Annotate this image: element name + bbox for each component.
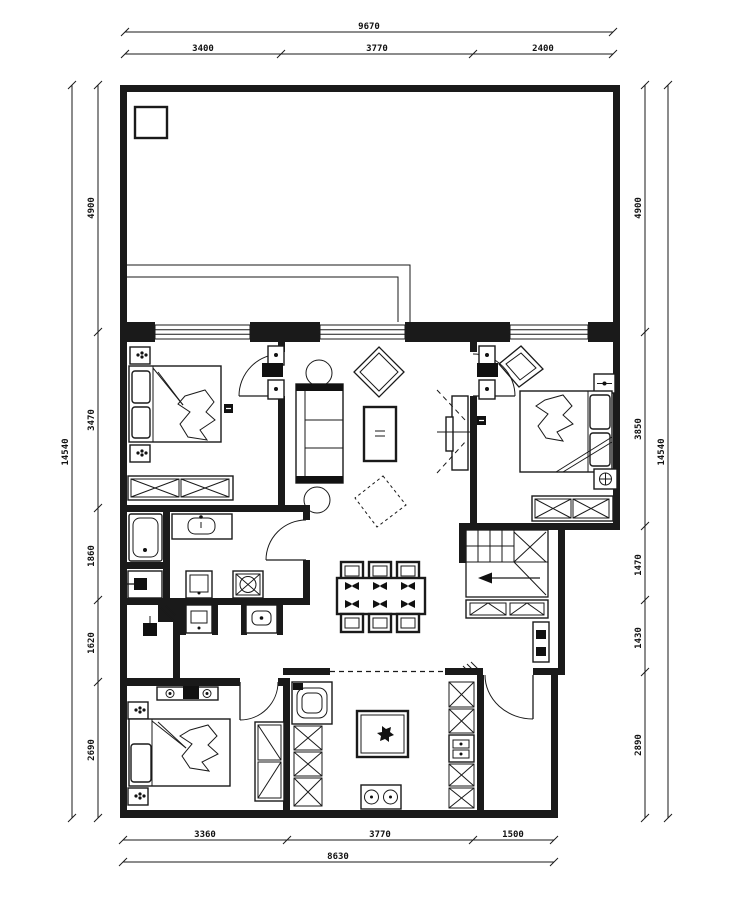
switch-icon	[224, 404, 233, 413]
dining-set	[337, 562, 425, 632]
stairs-direction-arrow	[478, 573, 540, 584]
svg-text:1620: 1620	[87, 632, 97, 654]
dining-table-icon	[337, 578, 425, 614]
dimension-right-total	[657, 81, 672, 822]
bathtub-icon	[129, 514, 162, 561]
svg-text:2690: 2690	[87, 739, 97, 761]
nightstand-icon	[594, 469, 617, 489]
nightstand-icon	[128, 788, 148, 805]
washing-machine-icon	[122, 571, 162, 598]
water-heater-icon	[533, 622, 549, 662]
svg-text:1470: 1470	[634, 554, 644, 576]
base-cabinet-icon	[449, 682, 474, 808]
dining-chair-icon	[397, 614, 419, 632]
wardrobe-icon	[532, 496, 613, 521]
svg-text:4900: 4900	[634, 197, 644, 219]
window-icon	[320, 325, 405, 339]
vanity-sink-icon	[172, 514, 232, 539]
door-swing-icon	[266, 520, 306, 560]
svg-text:1500: 1500	[502, 830, 524, 840]
living-room	[296, 347, 470, 527]
staircase	[466, 530, 549, 662]
svg-text:14540: 14540	[61, 438, 71, 466]
window-icon	[155, 325, 250, 339]
sofa-icon	[296, 384, 343, 483]
toilet-icon	[186, 605, 212, 633]
bedroom-top-right	[477, 346, 617, 521]
dining-chair-icon	[341, 614, 363, 632]
double-bed-icon	[520, 391, 612, 472]
round-side-table-icon	[304, 487, 330, 513]
dimension-bottom-segments	[119, 830, 558, 844]
kitchen-island-cooktop-icon	[357, 711, 408, 757]
planter-column-icon	[135, 107, 167, 138]
base-cabinet-icon	[294, 726, 322, 806]
bedroom-top-left	[128, 346, 284, 500]
hob-unit-icon	[449, 735, 474, 762]
dresser-icon	[477, 346, 498, 399]
dimension-top-total	[121, 22, 617, 36]
dimension-bottom-total	[119, 852, 558, 866]
round-side-table-icon	[306, 360, 332, 386]
dimension-top-segments	[121, 44, 617, 58]
diamond-rug-icon	[499, 346, 543, 387]
dresser-tv-icon	[157, 686, 218, 700]
kitchen-corner-sink-icon	[292, 682, 332, 724]
svg-text:3770: 3770	[366, 44, 388, 54]
terrace	[127, 107, 410, 322]
svg-text:14540: 14540	[657, 438, 667, 466]
shower-tray-icon	[233, 571, 263, 598]
svg-text:9670: 9670	[358, 22, 380, 32]
double-basin-sink-icon	[361, 785, 401, 809]
window-icon	[510, 325, 588, 339]
kitchen	[292, 672, 474, 810]
wardrobe-icon	[255, 722, 284, 801]
diamond-rug-icon	[354, 347, 404, 397]
svg-text:3770: 3770	[369, 830, 391, 840]
svg-text:3850: 3850	[634, 418, 644, 440]
svg-text:2890: 2890	[634, 734, 644, 756]
dimension-left-segments	[87, 81, 102, 822]
svg-text:2400: 2400	[532, 44, 554, 54]
double-bed-icon	[129, 719, 230, 786]
nightstand-icon	[130, 347, 150, 364]
bedroom-bottom-left	[128, 686, 284, 805]
svg-text:4900: 4900	[87, 197, 97, 219]
vanity-sink-icon	[246, 605, 277, 633]
svg-text:1430: 1430	[634, 627, 644, 649]
nightstand-icon	[130, 445, 150, 462]
svg-text:1860: 1860	[87, 545, 97, 567]
dimension-left-total	[61, 81, 76, 822]
bathroom	[122, 514, 277, 636]
double-bed-icon	[129, 366, 221, 442]
svg-text:8630: 8630	[327, 852, 349, 862]
svg-text:3400: 3400	[192, 44, 214, 54]
svg-text:3470: 3470	[87, 409, 97, 431]
shoe-cabinet-icon	[466, 600, 548, 618]
coffee-table-icon	[364, 407, 396, 461]
wardrobe-icon	[128, 476, 233, 500]
nightstand-icon	[594, 374, 615, 393]
switch-icon	[477, 416, 486, 425]
washbasin-icon	[186, 571, 212, 598]
dining-chair-icon	[369, 614, 391, 632]
dresser-icon	[262, 346, 284, 399]
svg-text:3360: 3360	[194, 830, 216, 840]
door-swing-icon	[240, 682, 278, 720]
tv-cabinet-icon	[437, 390, 470, 473]
rug-dashed-icon	[355, 476, 406, 527]
nightstand-icon	[128, 702, 148, 719]
dimension-right-segments	[634, 81, 649, 822]
